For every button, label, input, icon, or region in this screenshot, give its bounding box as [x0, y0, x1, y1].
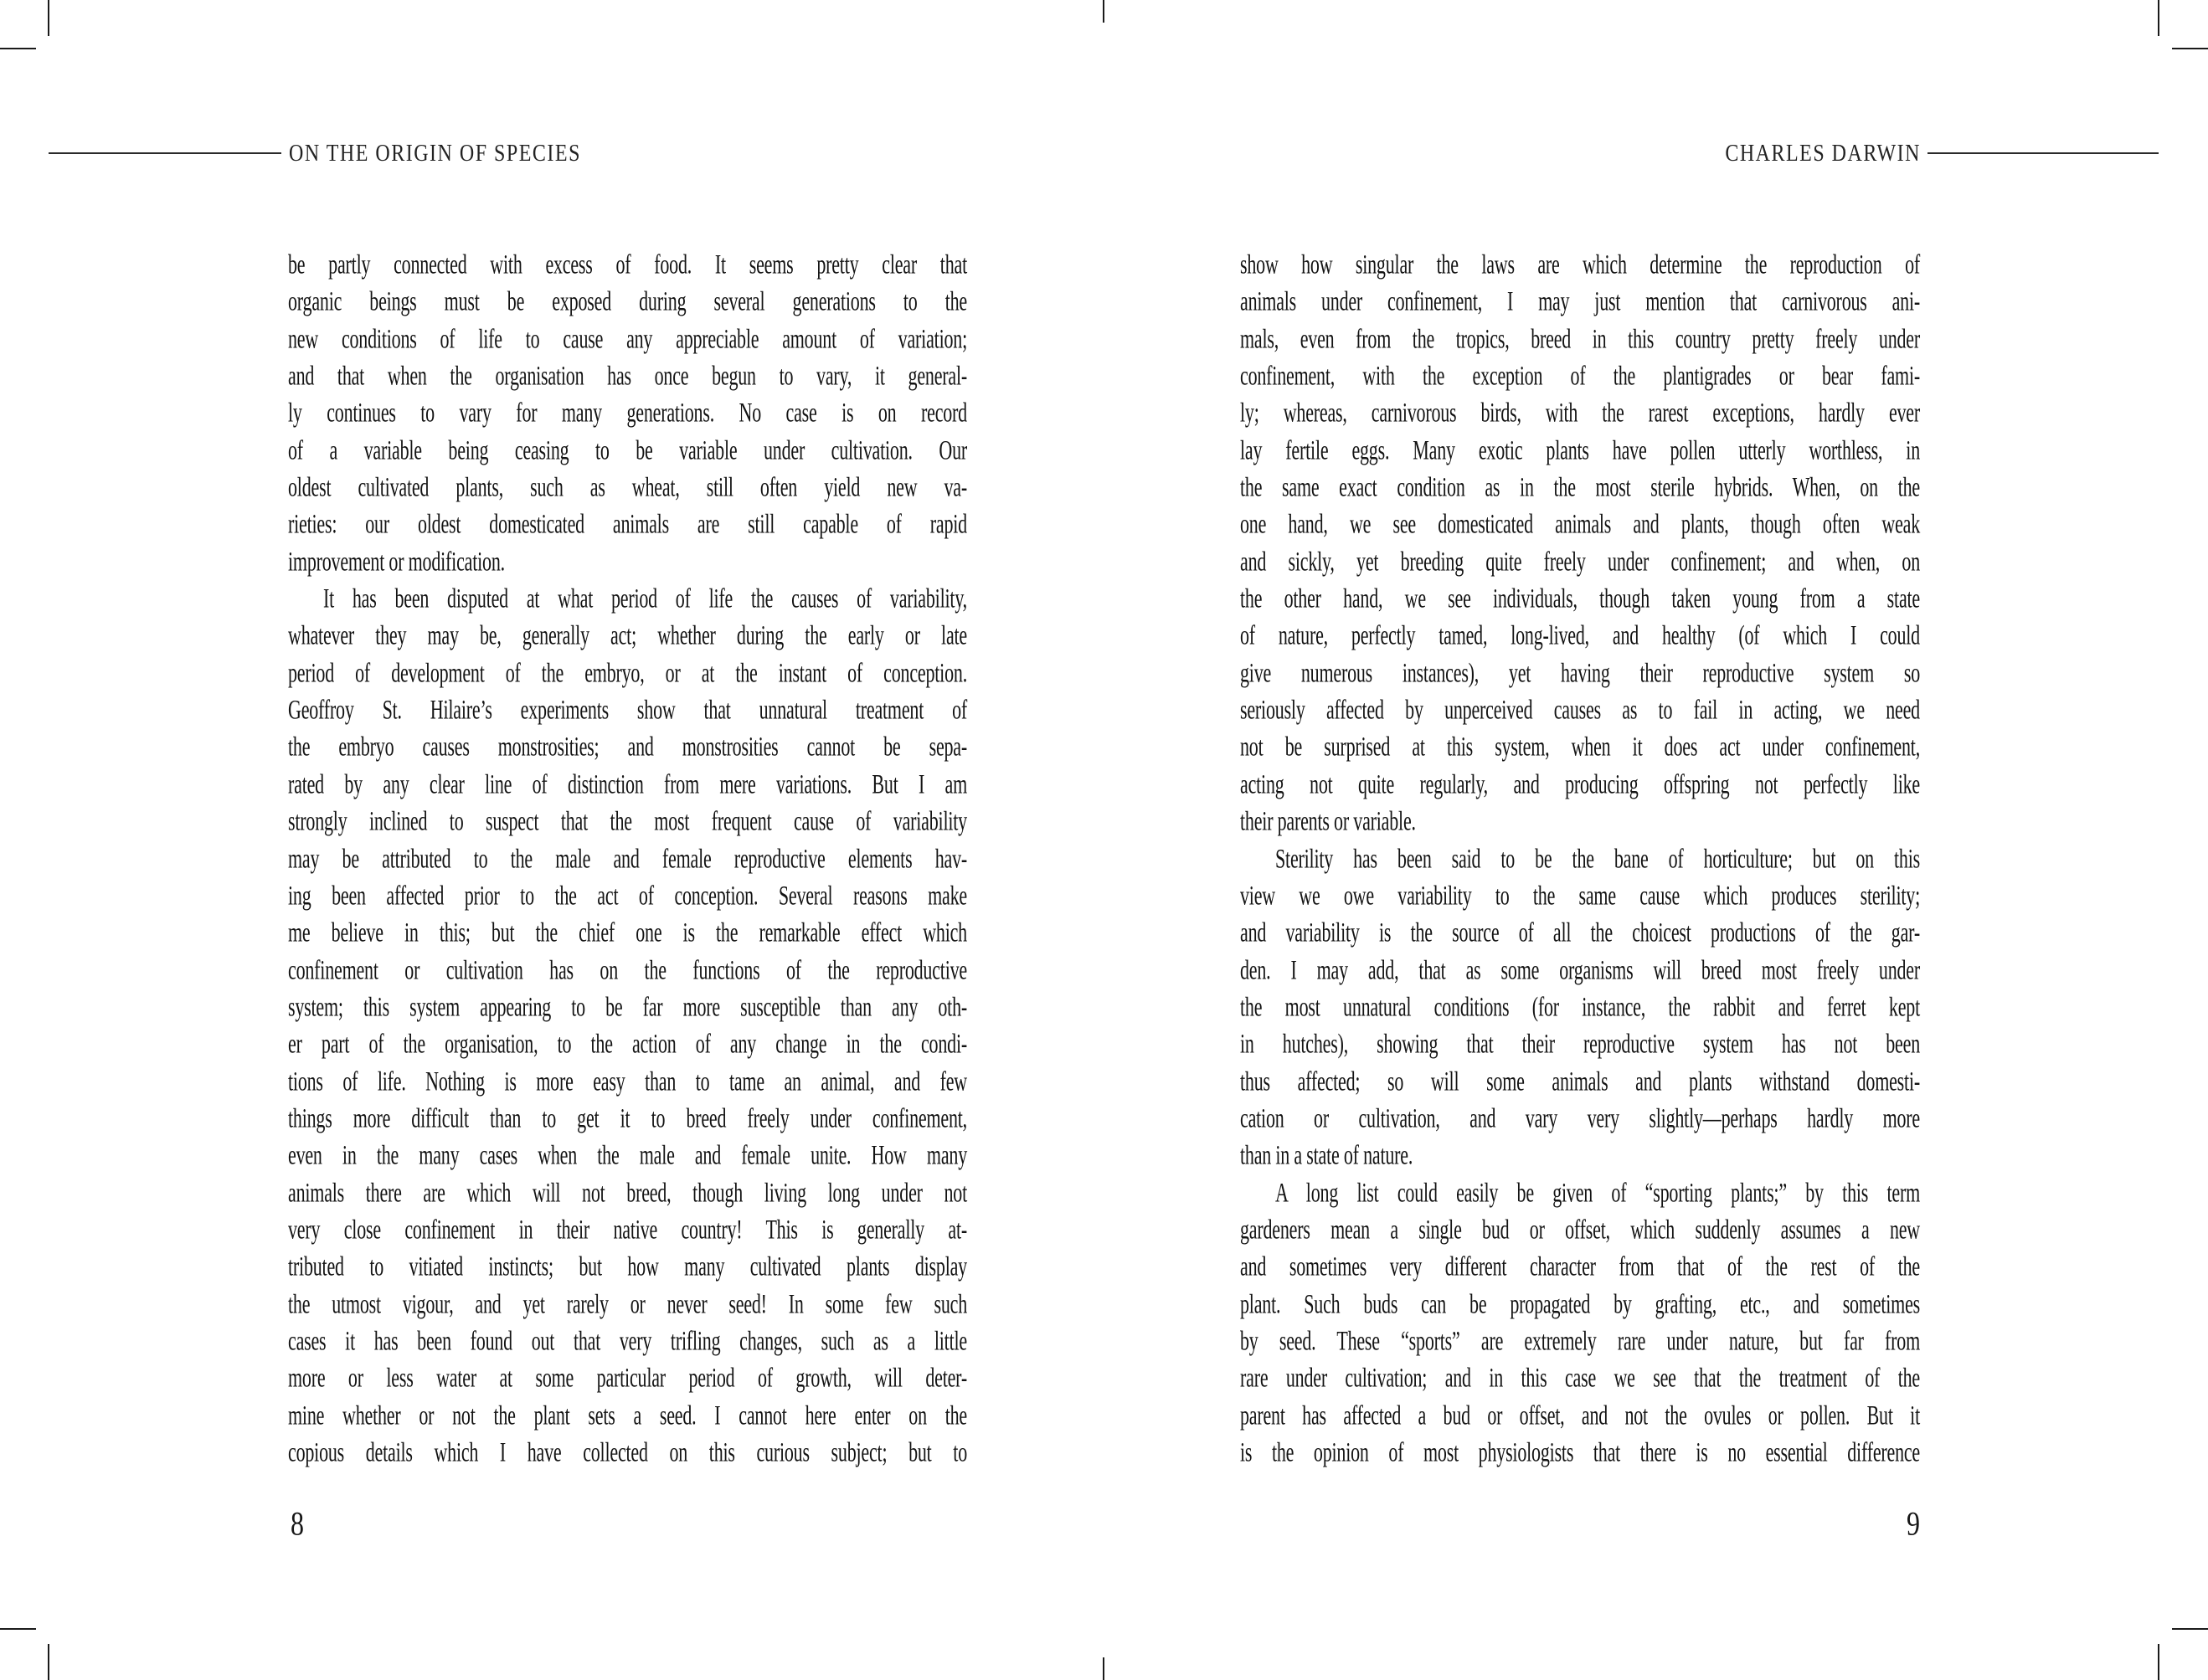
text-line: improvement or modification. — [288, 545, 505, 577]
text-line: in hutches), showing that their reproductive system has not been — [1240, 1027, 1920, 1060]
crop-mark-bottom-left-horizontal — [0, 1628, 36, 1630]
text-line: seriously affected by unperceived causes as to fail in acting, we need — [1240, 693, 1920, 726]
text-line: cation or cultivation, and vary very slightly—perhaps hardly more — [1240, 1102, 1920, 1133]
text-line: of a variable being ceasing to be variable under cultivation. Our — [288, 434, 967, 465]
text-line: period of development of the embryo, or at the instant of conception. — [288, 656, 967, 688]
text-line: things more difficult than to get it to breed freely under confinement, — [288, 1102, 967, 1133]
text-line: It has been disputed at what period of life the causes of variability, — [323, 582, 967, 614]
text-line: mine whether or not the plant sets a seed. I cannot here enter on the — [288, 1399, 967, 1431]
text-line: tributed to vitiated instincts; but how many cultivated plants display — [288, 1250, 967, 1282]
header-rule-right — [1927, 152, 2159, 154]
text-line: den. I may add, that as some organisms will breed most freely under — [1240, 953, 1920, 985]
crop-mark-bottom-center-vertical — [1103, 1657, 1104, 1680]
text-line: view we owe variability to the same cause which produces sterility; — [1240, 879, 1920, 911]
paragraph — [288, 580, 967, 1471]
crop-mark-top-center-vertical — [1103, 0, 1104, 23]
text-line: animals under confinement, I may just mention that carnivorous ani- — [1240, 285, 1920, 317]
text-line: ly; whereas, carnivorous birds, with the rarest exceptions, hardly ever — [1240, 396, 1920, 429]
text-line: ing been affected prior to the act of conception. Several reasons make — [288, 879, 967, 911]
text-line: gardeners mean a single bud or offset, which suddenly assumes a new — [1240, 1213, 1920, 1245]
text-line: the embryo causes monstrosities; and monstrosities cannot be sepa- — [288, 730, 967, 763]
text-line: confinement or cultivation has on the functions of the reproductive — [288, 953, 967, 985]
text-line: rare under cultivation; and in this case we see that the treatment of the — [1240, 1361, 1920, 1394]
text-line: oldest cultivated plants, such as wheat, still often yield new va- — [288, 470, 967, 502]
running-header-right: CHARLES DARWIN — [1725, 141, 1921, 167]
text-line: and sickly, yet breeding quite freely under confinement; and when, on — [1240, 545, 1920, 577]
paragraph — [1240, 246, 1920, 840]
crop-mark-bottom-right-vertical — [2158, 1644, 2159, 1680]
text-line: the same exact condition as in the most sterile hybrids. When, on the — [1240, 470, 1920, 502]
text-line: parent has affected a bud or offset, and not the ovules or pollen. But it — [1240, 1399, 1920, 1431]
text-line: copious details which I have collected on this curious subject; but to — [288, 1436, 967, 1467]
text-line: may be attributed to the male and female reproductive elements hav- — [288, 841, 967, 874]
text-line: one hand, we see domesticated animals and plants, though often weak — [1240, 507, 1920, 540]
crop-mark-bottom-left-vertical — [48, 1644, 49, 1680]
text-line: A long list could easily be given of “sporting plants;” by this term — [1275, 1176, 1920, 1208]
text-line: not be surprised at this system, when it does act under confinement, — [1240, 730, 1920, 763]
text-line: even in the many cases when the male and female unite. How many — [288, 1138, 967, 1171]
text-line: the utmost vigour, and yet rarely or never seed! In some few such — [288, 1287, 967, 1319]
text-line: system; this system appearing to be far more susceptible than any oth- — [288, 990, 967, 1022]
crop-mark-top-left-vertical — [48, 0, 49, 36]
text-line: new conditions of life to cause any appreciable amount of variation; — [288, 322, 967, 354]
paragraph — [288, 246, 967, 580]
text-line: strongly inclined to suspect that the most frequent cause of variability — [288, 804, 967, 837]
paragraph — [1240, 1174, 1920, 1472]
text-line: very close confinement in their native country! This is generally at- — [288, 1213, 967, 1245]
page-number-left: 8 — [291, 1504, 304, 1543]
left-page-text — [288, 246, 967, 1471]
text-line: give numerous instances), yet having their reproductive system so — [1240, 656, 1920, 688]
right-page-text — [1240, 246, 1920, 1471]
text-line: is the opinion of most physiologists that there is no essential difference — [1240, 1436, 1920, 1467]
text-line: confinement, with the exception of the plantigrades or bear fami- — [1240, 359, 1920, 391]
crop-mark-top-left-horizontal — [0, 48, 36, 49]
text-line: acting not quite regularly, and producing offspring not perfectly like — [1240, 768, 1920, 799]
text-line: ly continues to vary for many generations. No case is on record — [288, 396, 967, 429]
text-line: animals there are which will not breed, though living long under not — [288, 1176, 967, 1208]
text-line: be partly connected with excess of food. It seems pretty clear that — [288, 248, 967, 280]
text-line: show how singular the laws are which determine the reproduction of — [1240, 248, 1920, 280]
text-line: by seed. These “sports” are extremely rare under nature, but far from — [1240, 1324, 1920, 1356]
text-line: cases it has been found out that very trifling changes, such as a little — [288, 1324, 967, 1356]
crop-mark-top-right-vertical — [2158, 0, 2159, 36]
text-line: er part of the organisation, to the action of any change in the condi- — [288, 1027, 967, 1060]
header-rule-left — [49, 152, 281, 154]
text-line: me believe in this; but the chief one is the remarkable effect which — [288, 916, 967, 948]
text-line: and sometimes very different character from that of the rest of the — [1240, 1250, 1920, 1282]
text-line: plant. Such buds can be propagated by grafting, etc., and sometimes — [1240, 1287, 1920, 1319]
text-line: their parents or variable. — [1240, 804, 1416, 837]
text-line: whatever they may be, generally act; whether during the early or late — [288, 619, 967, 651]
text-line: tions of life. Nothing is more easy than to tame an animal, and few — [288, 1064, 967, 1097]
crop-mark-top-right-horizontal — [2172, 48, 2208, 49]
text-line: rieties: our oldest domesticated animals are still capable of rapid — [288, 507, 967, 540]
text-line: Geoffroy St. Hilaire’s experiments show that unnatural treatment of — [288, 693, 967, 726]
text-line: lay fertile eggs. Many exotic plants have pollen utterly worthless, in — [1240, 434, 1920, 465]
crop-mark-bottom-right-horizontal — [2172, 1628, 2208, 1630]
text-line: than in a state of nature. — [1240, 1138, 1413, 1171]
page-number-right: 9 — [1907, 1504, 1920, 1543]
text-line: rated by any clear line of distinction from mere variations. But I am — [288, 768, 967, 799]
text-line: thus affected; so will some animals and plants withstand domesti- — [1240, 1064, 1920, 1097]
text-line: mals, even from the tropics, breed in this country pretty freely under — [1240, 322, 1920, 354]
paragraph — [1240, 840, 1920, 1174]
text-line: the most unnatural conditions (for instance, the rabbit and ferret kept — [1240, 990, 1920, 1022]
text-line: and that when the organisation has once begun to vary, it general- — [288, 359, 967, 391]
running-header-left: ON THE ORIGIN OF SPECIES — [289, 141, 581, 167]
text-line: of nature, perfectly tamed, long-lived, and healthy (of which I could — [1240, 619, 1920, 651]
text-line: and variability is the source of all the choicest productions of the gar- — [1240, 916, 1920, 948]
text-line: more or less water at some particular period of growth, will deter- — [288, 1361, 967, 1394]
text-line: Sterility has been said to be the bane of horticulture; but on this — [1275, 841, 1920, 874]
text-line: the other hand, we see individuals, though taken young from a state — [1240, 582, 1920, 614]
text-line: organic beings must be exposed during several generations to the — [288, 285, 967, 317]
